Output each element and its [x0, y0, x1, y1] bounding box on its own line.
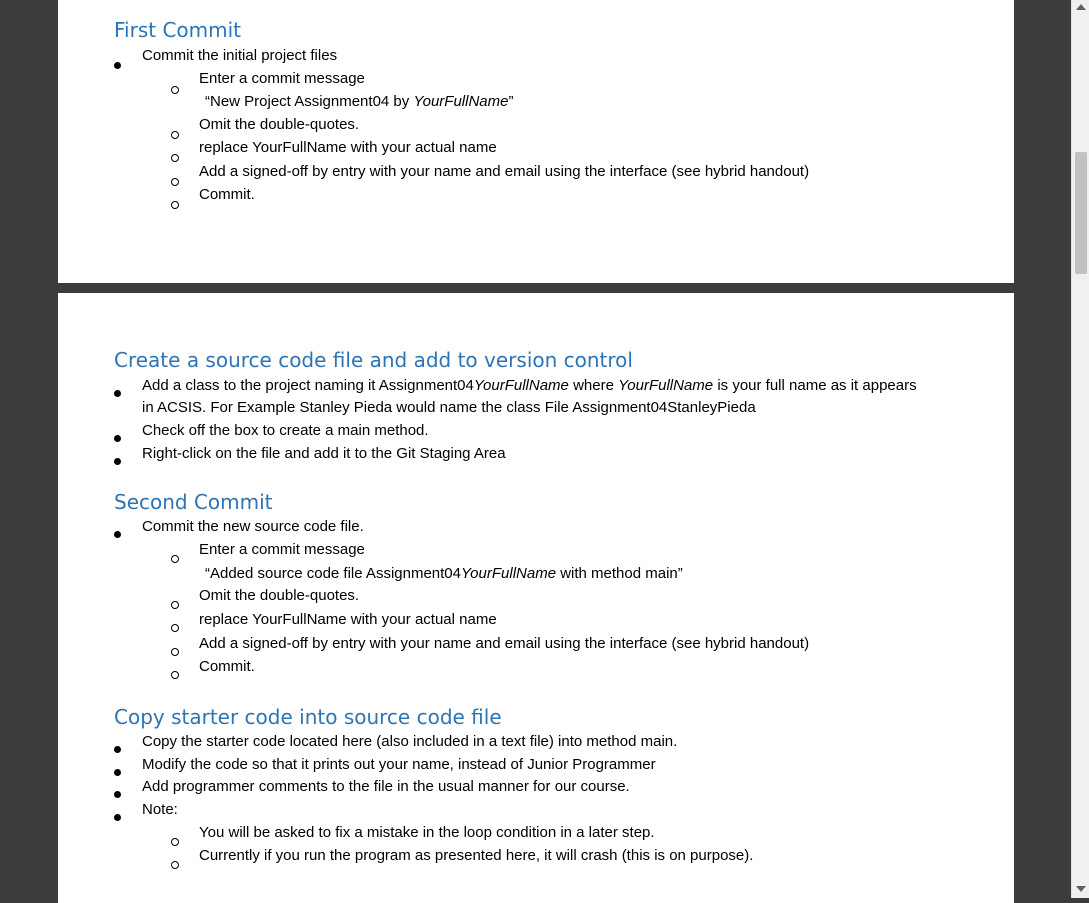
first-commit-sub-2: Omit the double-quotes.: [199, 116, 360, 133]
second-commit-sub-3: replace YourFullName with your actual name: [199, 611, 497, 628]
first-commit-sub-4: Add a signed-off by entry with your name and email using the interface (see hybrid handout): [199, 163, 810, 180]
first-commit-message: “New Project Assignment04 by YourFullName”: [205, 93, 514, 110]
vertical-scrollbar[interactable]: [1071, 0, 1089, 898]
second-commit-sub-4: Add a signed-off by entry with your name and email using the interface (see hybrid handout): [199, 635, 810, 652]
copy-starter-sub-1: You will be asked to fix a mistake in the loop condition in a later step.: [199, 824, 655, 841]
sub-bullet-icon: [171, 86, 179, 94]
sub-bullet-icon: [171, 601, 179, 609]
copy-starter-bullet-3: Add programmer comments to the file in the usual manner for our course.: [142, 778, 630, 795]
first-commit-sub-3: replace YourFullName with your actual name: [199, 139, 497, 156]
create-file-bullet-2: Check off the box to create a main method.: [142, 422, 429, 439]
bullet-icon: [114, 531, 121, 538]
copy-starter-bullet-4: Note:: [142, 801, 178, 818]
sub-bullet-icon: [171, 178, 179, 186]
bullet-icon: [114, 62, 121, 69]
scrollbar-thumb[interactable]: [1075, 152, 1087, 274]
copy-starter-bullet-2: Modify the code so that it prints out your name, instead of Junior Programmer: [142, 756, 656, 773]
sub-bullet-icon: [171, 861, 179, 869]
scroll-up-arrow-icon[interactable]: [1076, 4, 1086, 10]
bullet-icon: [114, 769, 121, 776]
sub-bullet-icon: [171, 648, 179, 656]
create-file-heading: Create a source code file and add to version control: [114, 348, 633, 372]
bullet-icon: [114, 390, 121, 397]
first-commit-heading: First Commit: [114, 18, 242, 42]
sub-bullet-icon: [171, 838, 179, 846]
first-commit-bullet-1: Commit the initial project files: [142, 47, 338, 64]
document-page-2: [58, 293, 1014, 903]
copy-starter-bullet-1: Copy the starter code located here (also included in a text file) into method main.: [142, 733, 678, 750]
first-commit-sub-1: Enter a commit message: [199, 70, 365, 87]
bullet-icon: [114, 458, 121, 465]
sub-bullet-icon: [171, 154, 179, 162]
first-commit-sub-5: Commit.: [199, 186, 255, 203]
second-commit-sub-1: Enter a commit message: [199, 541, 365, 558]
sub-bullet-icon: [171, 131, 179, 139]
create-file-bullet-1: Add a class to the project naming it Assignment04YourFullName where YourFullName is your full name as it appears: [142, 377, 917, 394]
document-page-1: [58, 0, 1014, 283]
sub-bullet-icon: [171, 555, 179, 563]
create-file-bullet-3: Right-click on the file and add it to the Git Staging Area: [142, 445, 506, 462]
sub-bullet-icon: [171, 671, 179, 679]
second-commit-message: “Added source code file Assignment04YourFullName with method main”: [205, 565, 683, 582]
bullet-icon: [114, 814, 121, 821]
second-commit-sub-2: Omit the double-quotes.: [199, 587, 360, 604]
bullet-icon: [114, 746, 121, 753]
second-commit-heading: Second Commit: [114, 490, 273, 514]
copy-starter-sub-2: Currently if you run the program as presented here, it will crash (this is on purpose).: [199, 847, 754, 864]
second-commit-sub-5: Commit.: [199, 658, 255, 675]
sub-bullet-icon: [171, 624, 179, 632]
bullet-icon: [114, 435, 121, 442]
copy-starter-heading: Copy starter code into source code file: [114, 705, 502, 729]
sub-bullet-icon: [171, 201, 179, 209]
second-commit-bullet-1: Commit the new source code file.: [142, 518, 364, 535]
bullet-icon: [114, 791, 121, 798]
scroll-down-arrow-icon[interactable]: [1076, 886, 1086, 892]
create-file-bullet-1-cont: in ACSIS. For Example Stanley Pieda would name the class File Assignment04StanleyPieda: [142, 399, 756, 416]
